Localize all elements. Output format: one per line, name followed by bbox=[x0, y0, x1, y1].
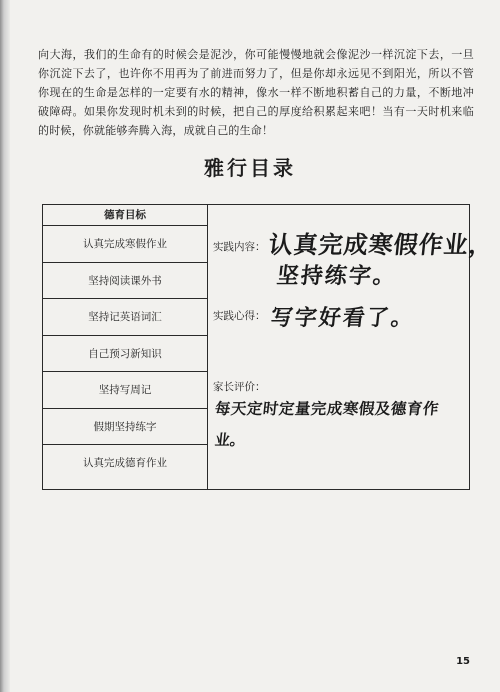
parent-comment-handwriting-line1: 每天定时定量完成寒假及德育作 bbox=[213, 400, 440, 418]
page-number: 15 bbox=[456, 656, 470, 667]
page-title: 雅行目录 bbox=[204, 156, 296, 180]
goal-item: 认真完成寒假作业 bbox=[43, 226, 207, 263]
goal-item: 认真完成德育作业 bbox=[83, 457, 167, 469]
goal-item: 坚持记英语词汇 bbox=[43, 299, 207, 336]
parent-comment-label: 家长评价： bbox=[213, 381, 266, 393]
practice-column bbox=[207, 205, 496, 489]
goal-item: 假期坚持练字 bbox=[43, 409, 207, 446]
goal-item: 坚持写周记 bbox=[43, 372, 207, 409]
practice-content-label: 实践内容： bbox=[213, 241, 266, 253]
practice-content-handwriting-line1: 认真完成寒假作业， bbox=[267, 231, 496, 259]
parent-comment-handwriting-line2: 业。 bbox=[214, 431, 246, 449]
intro-paragraph: 向大海，我们的生命有的时候会是泥沙，你可能慢慢地就会像泥沙一样沉淀下去，一旦你沉淀下去了，也许你不用再为了前进而努力了，但是你却永远见不到阳光，所以不管你现在的生命是怎样的一定要有水的精神，像水一样不断地积蓄自己的力量，不断地冲破障碍。如果你发现时机未到的时候，把自己的厚度给积累起来吧！当有一天时机来临的时候，你就能够奔腾入海，成就自己的生命！ bbox=[38, 48, 474, 137]
goals-column bbox=[43, 205, 208, 489]
book-binding-shadow bbox=[0, 0, 10, 692]
practice-content-handwriting-line2: 坚持练字。 bbox=[275, 264, 399, 289]
record-table bbox=[42, 204, 496, 490]
goals-header: 德育目标 bbox=[43, 205, 207, 226]
practice-feeling-handwriting: 写字好看了。 bbox=[269, 306, 417, 331]
practice-feeling-label: 实践心得： bbox=[213, 310, 266, 322]
goal-item: 自己预习新知识 bbox=[43, 336, 207, 373]
goal-item: 坚持阅读课外书 bbox=[43, 263, 207, 300]
